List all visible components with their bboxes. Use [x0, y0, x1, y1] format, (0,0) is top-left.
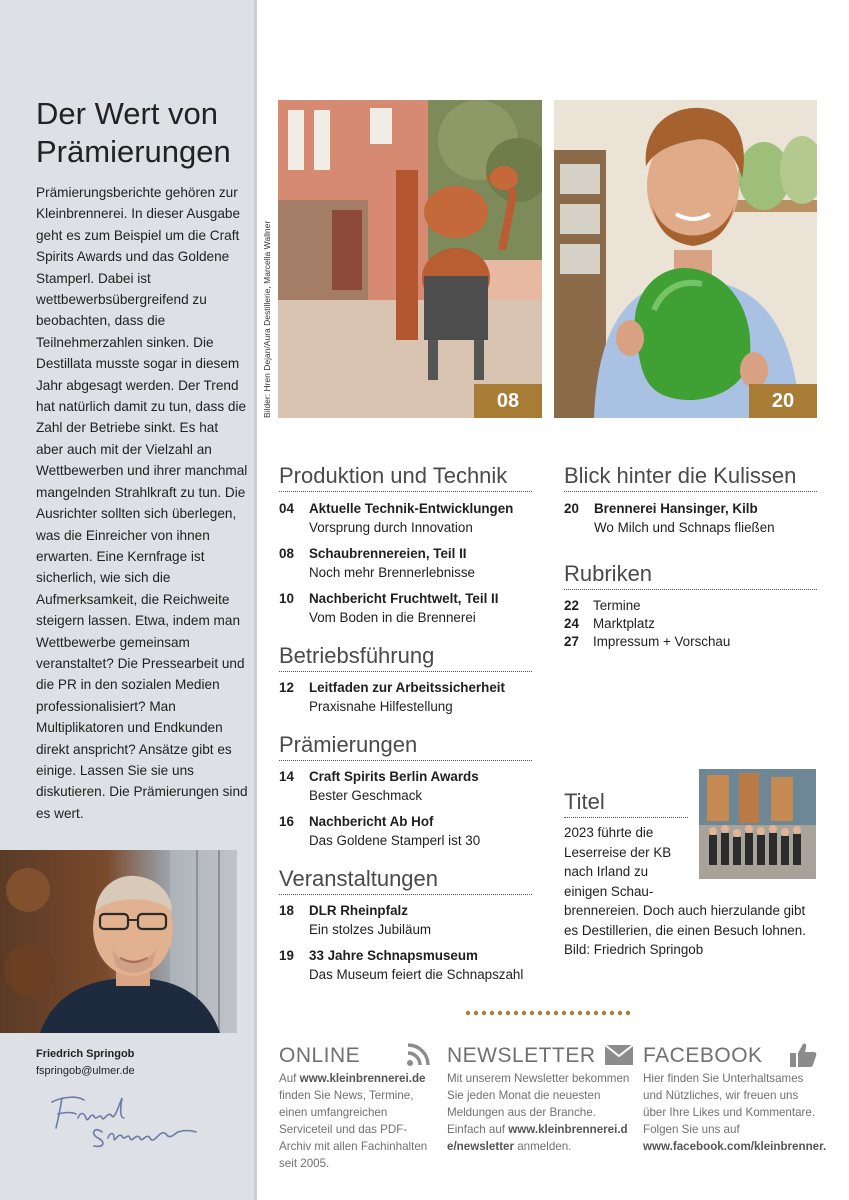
sidebar-divider	[254, 0, 257, 1200]
rubrik-label: Termine	[593, 598, 641, 613]
cover-caption-line: Leserreise der KB	[564, 844, 672, 860]
rubrik-page-number: 22	[564, 598, 579, 613]
editorial-title: Der Wert von Prämierungen	[36, 96, 231, 169]
toc-subline: Wo Milch und Schnaps fließen	[594, 520, 775, 535]
toc-headline: Schaubrennereien, Teil II	[309, 546, 467, 561]
rubrik-page-number: 24	[564, 616, 579, 631]
toc-subline: Vom Boden in die Brennerei	[309, 610, 476, 625]
toc-page-number: 18	[279, 903, 294, 918]
toc-page-number: 20	[564, 501, 579, 516]
footer-newsletter-title: NEWSLETTER	[447, 1044, 596, 1067]
toc-subline: Vorsprung durch Innovation	[309, 520, 473, 535]
author-email[interactable]: fspringob@ulmer.de	[36, 1065, 135, 1077]
thumbs-up-icon[interactable]	[789, 1042, 817, 1068]
newsletter-link[interactable]: www.kleinbrennerei.de/newsletter	[447, 1123, 628, 1153]
footer-text-part: Auf	[279, 1072, 300, 1085]
cover-caption-line: einigen Schau-	[564, 883, 654, 899]
footer-text-part: Hier finden Sie Unterhaltsames und Nützliches, wir freuen uns über Ihre Likes und Kommentare. Folgen Sie uns auf	[643, 1072, 816, 1136]
footer-newsletter-text	[447, 1070, 635, 1155]
toc-subline: Bester Geschmack	[309, 788, 423, 803]
rss-icon[interactable]	[406, 1043, 430, 1067]
rubrik-item[interactable]	[564, 596, 641, 615]
section-title-betrieb: Betriebsführung	[279, 643, 532, 672]
toc-subline: Noch mehr Brennerlebnisse	[309, 565, 475, 580]
toc-headline: DLR Rheinpfalz	[309, 903, 408, 918]
cover-caption-line: 2023 führte die	[564, 825, 654, 840]
footer-text-part: finden Sie News, Termine, einen umfangreichen Serviceteil und das PDF-Archiv mit allen Fachinhalten seit 2005.	[279, 1089, 428, 1170]
page-badge-photo-left: 08	[474, 384, 542, 418]
dotted-divider	[464, 1009, 634, 1017]
website-link[interactable]: www.kleinbrennerei.de	[299, 1072, 426, 1085]
rubrik-item[interactable]	[564, 632, 730, 651]
section-title-praemierungen: Prämierungen	[279, 732, 532, 761]
footer-facebook-title: FACEBOOK	[643, 1044, 763, 1067]
rubrik-item[interactable]	[564, 614, 655, 633]
toc-page-number: 16	[279, 814, 294, 829]
section-title-veranstaltungen: Veranstaltungen	[279, 866, 532, 895]
toc-subline: Praxisnahe Hilfestellung	[309, 699, 453, 714]
distiller-with-glass-balloon-photo	[554, 100, 817, 418]
author-portrait	[0, 850, 237, 1033]
footer-online-text	[279, 1070, 439, 1172]
toc-page-number: 12	[279, 680, 294, 695]
toc-page-number: 08	[279, 546, 294, 561]
toc-headline: Aktuelle Technik-Entwicklungen	[309, 501, 514, 516]
toc-headline: Leitfaden zur Arbeitssicherheit	[309, 680, 505, 695]
toc-headline: 33 Jahre Schnapsmuseum	[309, 948, 478, 963]
author-signature	[44, 1088, 204, 1150]
toc-page-number: 10	[279, 591, 294, 606]
rubrik-label: Impressum + Vorschau	[593, 634, 731, 649]
toc-headline: Nachbericht Fruchtwelt, Teil II	[309, 591, 499, 606]
footer-facebook-text	[643, 1070, 827, 1155]
toc-headline: Craft Spirits Berlin Awards	[309, 769, 479, 784]
rubrik-label: Marktplatz	[593, 616, 655, 631]
facebook-link[interactable]: www.facebook.com/kleinbrenner.	[643, 1140, 827, 1153]
editorial-body: Prämierungsberichte gehören zur Kleinbrennerei. In dieser Ausgabe geht es zum Beispiel um die Craft Spirits Awards und das Goldene Stamperl. Dabei ist wettbewerbsübergreifend zu beobachten, dass die Teilnehmerzahlen sinken. Die Destillata musste sogar in diesem Jahr abgesagt werden. Der Trend hat natürlich damit zu tun, dass die Zahl der Betriebe sinkt. Es hat aber auch mit der Vielzahl an Wettbewerben und ihrer manchmal mangelnden Strahlkraft zu tun. Die Ausrichter sollten sich überlegen, was die Einreicher von ihnen erwarten. Eine Kernfrage ist sicherlich, wie sich die Aufmerksamkeit, die Reichweite steigern lassen. Etwa, indem man Wettbewerbe gemeinsam veranstaltet? Die Pressearbeit und die PR in den sozialen Medien professionalisiert? Man Multiplikatoren und Endkunden direkt anspricht? Ansätze gibt es einige. Lassen Sie sie uns diskutieren. Die Prämierungen sind es wert.	[36, 185, 248, 821]
cover-caption-line: nach Irland zu	[564, 864, 649, 879]
toc-subline: Das Museum feiert die Schnapszahl	[309, 967, 524, 982]
toc-subline: Ein stolzes Jubiläum	[309, 922, 432, 937]
toc-page-number: 04	[279, 501, 294, 516]
distillery-still-photo	[278, 100, 542, 418]
footer-online-title: ONLINE	[279, 1044, 361, 1067]
toc-headline: Brennerei Hansinger, Kilb	[594, 501, 758, 516]
rubrik-page-number: 27	[564, 634, 579, 649]
author-name: Friedrich Springob	[36, 1048, 135, 1060]
footer-text-part: anmelden.	[514, 1140, 572, 1153]
section-title-kulissen: Blick hinter die Kulissen	[564, 463, 817, 492]
cover-caption	[564, 823, 819, 960]
section-title-titel: Titel	[564, 789, 688, 818]
footer-text-part: Mit unserem Newsletter bekommen Sie jeden Monat die neuesten Meldungen aus der Branche. Einfach auf	[447, 1072, 630, 1136]
section-title-produktion: Produktion und Technik	[279, 463, 532, 492]
toc-page-number: 14	[279, 769, 294, 784]
photo-credit: Bilder: Hren Dejan/Aura Destillerie, Marcella Wallner	[262, 220, 272, 418]
page-badge-photo-right: 20	[749, 384, 817, 418]
toc-subline: Das Goldene Stamperl ist 30	[309, 833, 481, 848]
toc-headline: Nachbericht Ab Hof	[309, 814, 434, 829]
envelope-icon[interactable]	[605, 1045, 633, 1065]
toc-page-number: 19	[279, 948, 294, 963]
cover-caption-rest: brennereien. Doch auch hierzulande gibt es Destillerien, die einen Besuch lohnen. Bild: Friedrich Springob	[564, 903, 806, 957]
section-title-rubriken: Rubriken	[564, 561, 817, 590]
